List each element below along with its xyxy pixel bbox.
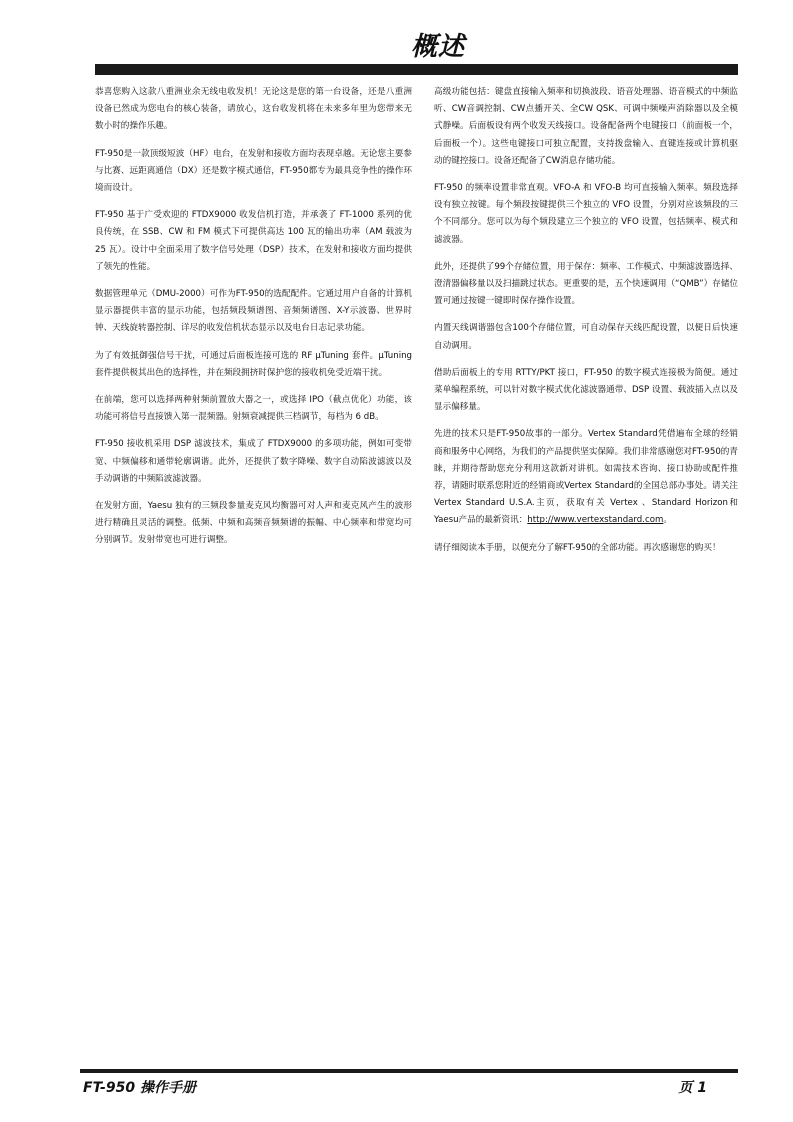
website-link[interactable]: http://www.vertexstandard.com xyxy=(527,515,664,526)
paragraph: 借助后面板上的专用 RTTY/PKT 接口，FT-950 的数字模式连接极为简便。通过菜单编程系统，可以针对数字模式优化滤波器通带、DSP 设置、载波插入点以及显示偏移量。 xyxy=(434,367,738,413)
paragraph: 高级功能包括：键盘直接输入频率和切换波段、语音处理器、语音模式的中频监听、CW音调控制、CW点播开关、全CW QSK、可调中频噪声消除器以及全模式静噪。后面板设有两个收发天线接口。设备配备两个电键接口（前面板一个，后面板一个）。这些电键接口可独立配置，支持拨盘输入、直键连接或计算机驱动的键控接口。设备还配备了CW消息存储功能。 xyxy=(434,87,738,166)
paragraph: 在发射方面，Yaesu 独有的三频段参量麦克风均衡器可对人声和麦克风产生的波形进行精确且灵活的调整。低频、中频和高频音频频谱的振幅、中心频率和带宽均可分别调节。发射带宽也可进行调整。 xyxy=(95,501,412,546)
paragraph: FT-950是一款顶级短波（HF）电台，在发射和接收方面均表现卓越。无论您主要参与比赛、远距离通信（DX）还是数字模式通信，FT-950都专为最具竞争性的操作环境而设计。 xyxy=(95,148,412,194)
paragraph: 在前端，您可以选择两种射频前置放大器之一，或选择 IPO（截点优化）功能，该功能可将信号直接馈入第一混频器。射频衰减提供三档调节，每档为 6 dB。 xyxy=(95,395,412,423)
left-column xyxy=(95,84,412,560)
tech-paragraph-text: 先进的技术只是FT-950故事的一部分。Vertex Standard凭借遍布全球的经销商和服务中心网络，为我们的产品提供坚实保障。我们非常感谢您对FT-950的青睐，并期待帮助您充分利用这款新对讲机。如需技术咨询、接口协助或配件推荐，请随时联系您附近的经销商或Vertex Standard的全国总部办事处。请关注 Vertex Standard U.S.A.主页，获取有关 Vertex 、Standard Horizon和Yaesu产品的最新资讯： xyxy=(434,429,738,526)
paragraph: FT-950 基于广受欢迎的 FTDX9000 收发信机打造，并承袭了 FT-1000 系列的优良传统，在 SSB、CW 和 FM 模式下可提供高达 100 瓦的输出功率（AM 载波为 25 瓦）。设计中全面采用了数字信号处理（DSP）技术，在发射和接收方面均提供了领先的性能。 xyxy=(95,210,412,272)
paragraph: 数据管理单元（DMU-2000）可作为FT-950的选配配件。它通过用户自备的计算机显示器提供丰富的显示功能，包括频段频谱图、音频频谱图、X-Y示波器、世界时钟、天线旋转器控制、详尽的收发信机状态显示以及电台日志记录功能。 xyxy=(95,289,412,334)
paragraph: 此外，还提供了99个存储位置，用于保存：频率、工作模式、中频滤波器选择、澄清器偏移量以及扫描跳过状态。更重要的是，五个快速调用（“QMB”）存储位置可通过按键一键即时保存操作设置。 xyxy=(434,261,738,307)
paragraph: 为了有效抵御强信号干扰，可通过后面板连接可选的 RF μTuning 套件。μTuning 套件提供极其出色的选择性，并在频段拥挤时保护您的接收机免受近端干扰。 xyxy=(95,350,412,378)
tech-paragraph xyxy=(434,426,738,529)
paragraph: 内置天线调谐器包含100个存储位置，可自动保存天线匹配设置，以便日后快速自动调用。 xyxy=(434,323,738,351)
paragraph: FT-950 的频率设置非常直观。VFO-A 和 VFO-B 均可直接输入频率。频段选择设有独立按键。每个频段按键提供三个独立的 VFO 设置，分别对应该频段的三个不同部分。您可以为每个频段建立三个独立的 VFO 设置，包括频率、模式和滤波器。 xyxy=(434,183,738,245)
paragraph: 恭喜您购入这款八重洲业余无线电收发机！无论这是您的第一台设备，还是八重洲设备已然成为您电台的核心装备，请放心，这台收发机将在未来多年里为您带来无数小时的操作乐趣。 xyxy=(95,87,412,132)
footer-divider xyxy=(80,1069,738,1073)
paragraph: FT-950 接收机采用 DSP 滤波技术，集成了 FTDX9000 的多项功能，例如可变带宽、中频偏移和通带轮廓调谐。此外，还提供了数字降噪、数字自动陷波滤波以及手动调谐的中频陷波滤波器。 xyxy=(95,439,412,484)
page-number: 页 1 xyxy=(678,1080,707,1096)
manual-title: FT-950 操作手册 xyxy=(83,1080,196,1096)
title-divider xyxy=(95,64,738,75)
page-title: 概述 xyxy=(410,32,465,62)
paragraph: 请仔细阅读本手册，以便充分了解FT-950的全部功能。再次感谢您的购买！ xyxy=(434,542,721,553)
tech-paragraph-end: 。 xyxy=(663,515,672,526)
right-column xyxy=(434,84,738,567)
